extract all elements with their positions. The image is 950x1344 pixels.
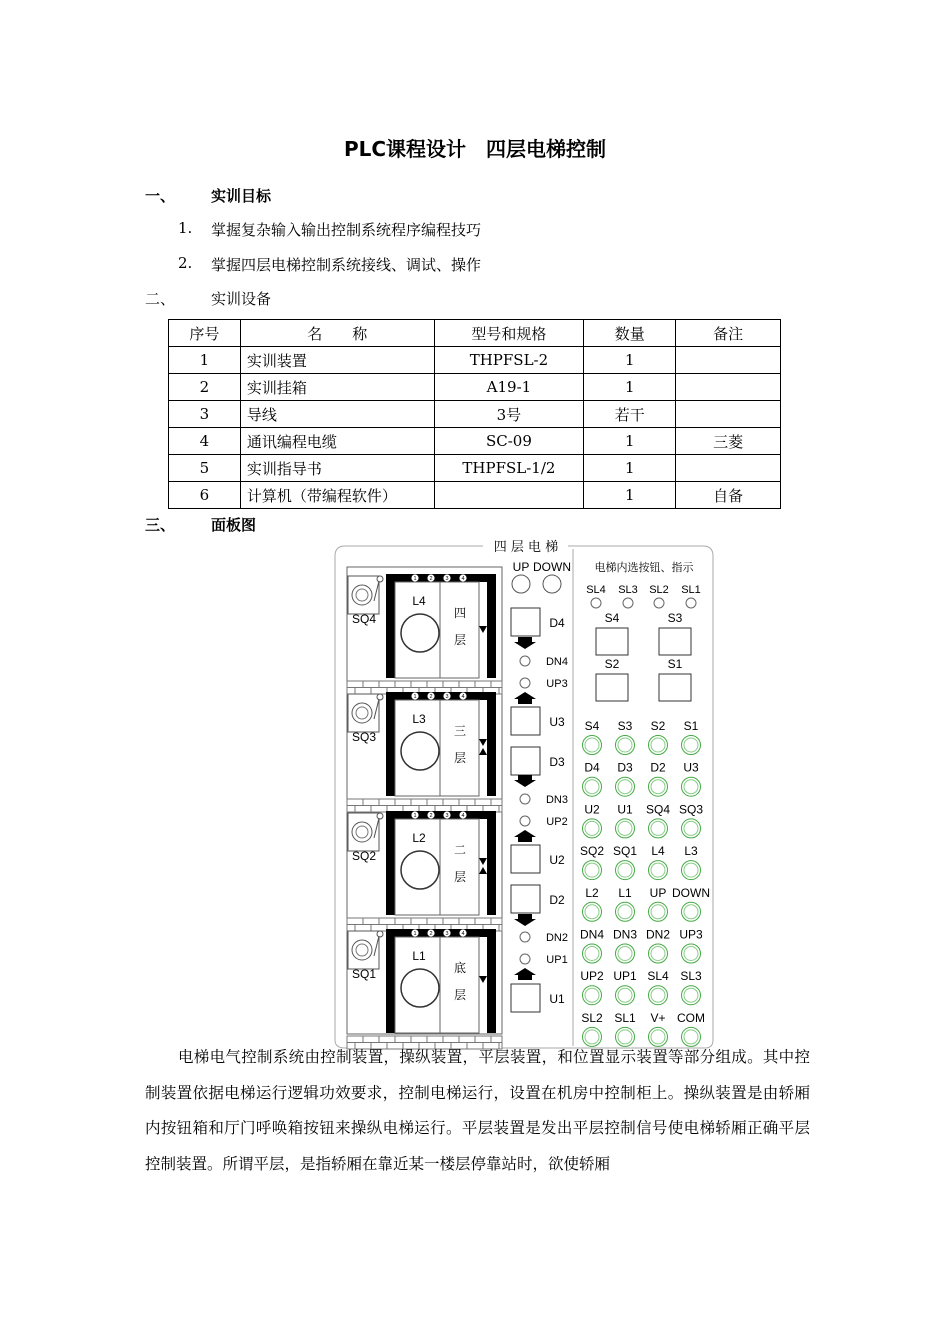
table-row xyxy=(169,428,781,455)
car-right-post xyxy=(487,574,496,678)
floor-indicator-number: 4 xyxy=(461,694,465,700)
equipment-table xyxy=(168,319,781,509)
table-header: 名 称 xyxy=(240,320,434,347)
inner-button-label: S1 xyxy=(667,657,683,671)
sl-led xyxy=(686,598,696,608)
up-label: UP xyxy=(512,560,530,574)
terminal-jack-inner xyxy=(618,780,632,794)
hall-call-label: U2 xyxy=(549,853,565,867)
floor-indicator-number: 1 xyxy=(413,694,417,700)
table-row xyxy=(169,455,781,482)
terminal-jack-inner xyxy=(585,863,599,877)
table-cell xyxy=(676,374,781,401)
inner-button-label: S2 xyxy=(604,657,620,671)
table-cell: 1 xyxy=(169,347,241,374)
car-lamp-icon xyxy=(401,851,439,889)
section-1-label: 实训目标 xyxy=(211,187,272,205)
terminal-label: L3 xyxy=(684,844,698,859)
sq-box xyxy=(348,694,379,732)
hall-led xyxy=(520,932,530,942)
sq-label: SQ1 xyxy=(351,967,377,981)
sq-pivot xyxy=(377,576,383,582)
hall-led-label: UP3 xyxy=(546,678,568,690)
car-lamp-icon xyxy=(401,732,439,770)
car-label: L3 xyxy=(412,712,426,726)
objective-2-number: 2. xyxy=(178,254,193,272)
table-cell: 1 xyxy=(584,428,676,455)
elevator-panel-diagram xyxy=(333,535,718,1050)
car-label: L4 xyxy=(412,594,426,608)
sl-led-label: SL2 xyxy=(649,584,669,596)
terminal-label: D4 xyxy=(584,760,600,775)
terminal-jack-inner xyxy=(585,947,599,961)
terminal-jack-inner xyxy=(618,738,632,752)
inner-call-button xyxy=(596,674,628,701)
table-cell: 实训装置 xyxy=(240,347,434,374)
floor-name-char: 二 xyxy=(453,843,467,857)
terminal-label: SL3 xyxy=(680,969,702,984)
hall-led xyxy=(520,678,530,688)
terminal-label: SQ2 xyxy=(579,844,605,859)
terminal-jack-inner xyxy=(684,863,698,877)
terminal-jack-inner xyxy=(651,905,665,919)
terminal-jack-inner xyxy=(684,821,698,835)
floor-indicator-number: 3 xyxy=(445,813,449,819)
floor-indicator-number: 2 xyxy=(429,694,433,700)
inner-button-label: S3 xyxy=(667,611,683,625)
up-arrow-icon xyxy=(514,692,536,704)
floor-indicator-number: 4 xyxy=(461,576,465,582)
terminal-label: L4 xyxy=(651,844,665,859)
floor-indicator-number: 3 xyxy=(445,694,449,700)
inner-call-button xyxy=(659,674,691,701)
page-title: PLC课程设计 四层电梯控制 xyxy=(343,137,607,161)
table-cell: 2 xyxy=(169,374,241,401)
car-top-bar xyxy=(386,811,496,819)
terminal-jack-inner xyxy=(684,738,698,752)
hall-led-label: DN4 xyxy=(545,656,569,668)
terminal-jack-inner xyxy=(684,988,698,1002)
terminal-jack-inner xyxy=(651,947,665,961)
table-cell xyxy=(434,482,584,509)
terminal-label: S1 xyxy=(683,719,699,733)
table-header: 备注 xyxy=(676,320,781,347)
hall-call-label: U3 xyxy=(549,715,565,729)
table-cell: THPFSL-1/2 xyxy=(434,455,584,482)
terminal-label: DN4 xyxy=(579,927,605,942)
terminal-jack-inner xyxy=(651,863,665,877)
sq-label: SQ2 xyxy=(351,849,377,863)
objective-2-text: 掌握四层电梯控制系统接线、调试、操作 xyxy=(211,256,482,274)
terminal-jack-inner xyxy=(585,988,599,1002)
table-row xyxy=(169,482,781,509)
floor-name-char: 层 xyxy=(453,751,467,765)
terminal-label: S4 xyxy=(584,719,600,733)
floor-indicator-number: 2 xyxy=(429,813,433,819)
terminal-label: SQ4 xyxy=(645,802,671,817)
table-cell xyxy=(676,455,781,482)
floor-indicator-number: 1 xyxy=(413,576,417,582)
car-door-right xyxy=(440,819,479,915)
sl-led-label: SL3 xyxy=(618,584,638,596)
inner-call-button xyxy=(596,628,628,655)
table-cell: A19-1 xyxy=(434,374,584,401)
table-cell: 自备 xyxy=(676,482,781,509)
car-lamp-icon xyxy=(401,614,439,652)
table-cell: 计算机（带编程软件） xyxy=(240,482,434,509)
objective-1-number: 1. xyxy=(178,219,193,237)
table-row xyxy=(169,347,781,374)
table-row xyxy=(169,401,781,428)
down-lamp-icon xyxy=(543,575,561,593)
car-left-post xyxy=(386,929,395,1033)
terminal-jack-inner xyxy=(585,738,599,752)
terminal-jack-inner xyxy=(684,780,698,794)
terminal-label: UP2 xyxy=(580,969,604,984)
table-cell: 若干 xyxy=(584,401,676,428)
floor-indicator-number: 1 xyxy=(413,931,417,937)
sl-led xyxy=(623,598,633,608)
hall-led-label: UP2 xyxy=(546,816,568,828)
terminal-jack-inner xyxy=(651,821,665,835)
sq-pivot xyxy=(377,694,383,700)
table-cell: 5 xyxy=(169,455,241,482)
terminal-label: SL2 xyxy=(581,1010,603,1025)
table-header-row xyxy=(169,320,781,347)
terminal-jack-inner xyxy=(651,738,665,752)
hall-call-label: U1 xyxy=(549,992,565,1006)
table-cell xyxy=(676,347,781,374)
terminal-jack-inner xyxy=(585,905,599,919)
inner-button-label: S4 xyxy=(604,611,620,625)
terminal-label: UP3 xyxy=(679,927,703,942)
floor-indicator-number: 4 xyxy=(461,931,465,937)
table-cell xyxy=(676,401,781,428)
sl-led xyxy=(591,598,601,608)
floor-name-char: 层 xyxy=(453,633,467,647)
sq-box xyxy=(348,576,379,614)
car-inner-title: 电梯内选按钮、指示 xyxy=(594,561,694,574)
hall-call-label: D3 xyxy=(549,755,565,769)
hall-led-label: UP1 xyxy=(546,954,568,966)
sq-pivot xyxy=(377,813,383,819)
floor-name-char: 底 xyxy=(453,961,467,975)
terminal-label: DOWN xyxy=(672,885,710,900)
car-right-post xyxy=(487,929,496,1033)
car-top-bar xyxy=(386,574,496,582)
table-cell: 4 xyxy=(169,428,241,455)
section-2-label: 实训设备 xyxy=(211,290,272,308)
terminal-jack-inner xyxy=(585,821,599,835)
terminal-label: U3 xyxy=(683,760,699,775)
sl-led-label: SL4 xyxy=(586,584,606,596)
terminal-label: U2 xyxy=(584,802,600,817)
car-label: L2 xyxy=(412,831,426,845)
car-top-bar xyxy=(386,692,496,700)
terminal-jack-inner xyxy=(651,988,665,1002)
car-door-right xyxy=(440,700,479,796)
terminal-label: D2 xyxy=(650,760,666,775)
terminal-label: SL4 xyxy=(647,969,669,984)
section-1-number: 一、 xyxy=(145,187,176,205)
terminal-label: U1 xyxy=(617,802,633,817)
hall-call-button xyxy=(511,885,540,913)
hall-led xyxy=(520,794,530,804)
sl-led-label: SL1 xyxy=(681,584,701,596)
table-cell: 三菱 xyxy=(676,428,781,455)
hall-call-label: D4 xyxy=(549,616,565,630)
hall-call-button xyxy=(511,608,540,636)
down-label: DOWN xyxy=(533,560,571,574)
section-2-number: 二、 xyxy=(145,290,176,308)
terminal-label: COM xyxy=(677,1010,705,1025)
hall-led xyxy=(520,656,530,666)
terminal-jack-inner xyxy=(684,947,698,961)
table-cell: SC-09 xyxy=(434,428,584,455)
terminal-jack-inner xyxy=(618,863,632,877)
hall-call-label: D2 xyxy=(549,893,565,907)
floor-name-char: 层 xyxy=(453,870,467,884)
car-lamp-icon xyxy=(401,969,439,1007)
sl-led xyxy=(654,598,664,608)
table-cell: 6 xyxy=(169,482,241,509)
table-cell: 实训指导书 xyxy=(240,455,434,482)
floor-indicator-number: 3 xyxy=(445,931,449,937)
terminal-label: L2 xyxy=(585,885,599,900)
terminal-label: DN3 xyxy=(612,927,638,942)
down-arrow-icon xyxy=(514,637,536,649)
sq-box xyxy=(348,813,379,851)
car-door-right xyxy=(440,582,479,678)
terminal-label: SQ3 xyxy=(678,802,704,817)
table-cell: 1 xyxy=(584,347,676,374)
table-cell: 1 xyxy=(584,455,676,482)
floor-indicator-number: 4 xyxy=(461,813,465,819)
terminal-label: SQ1 xyxy=(612,844,638,859)
table-header: 型号和规格 xyxy=(434,320,584,347)
table-cell: 3 xyxy=(169,401,241,428)
hall-call-button xyxy=(511,747,540,775)
body-paragraph: 电梯电气控制系统由控制装置，操纵装置，平层装置，和位置显示装置等部分组成。其中控制装置依据电梯运行逻辑功效要求，控制电梯运行，设置在机房中控制柜上。操纵装置是由轿厢内按钮箱和厅门呼唤箱按钮来操纵电梯运行。平层装置是发出平层控制信号使电梯轿厢正确平层控制装置。所谓平层，是指轿厢在靠近某一楼层停靠站时，欲使轿厢 xyxy=(145,1048,810,1173)
terminal-label: D3 xyxy=(617,760,633,775)
table-cell: 实训挂箱 xyxy=(240,374,434,401)
car-right-post xyxy=(487,811,496,915)
inner-call-button xyxy=(659,628,691,655)
terminal-label: S3 xyxy=(617,719,633,733)
sq-label: SQ4 xyxy=(351,612,377,626)
table-row xyxy=(169,374,781,401)
car-top-bar xyxy=(386,929,496,937)
table-header: 序号 xyxy=(169,320,241,347)
terminal-label: L1 xyxy=(618,885,632,900)
terminal-jack-inner xyxy=(618,988,632,1002)
sq-pivot xyxy=(377,931,383,937)
floor-name-char: 四 xyxy=(453,606,467,620)
terminal-jack-inner xyxy=(585,780,599,794)
terminal-label: SL1 xyxy=(614,1010,636,1025)
terminal-jack-inner xyxy=(618,947,632,961)
floor-indicator-number: 3 xyxy=(445,576,449,582)
up-lamp-icon xyxy=(512,575,530,593)
objective-1-text: 掌握复杂输入输出控制系统程序编程技巧 xyxy=(211,221,482,239)
terminal-label: V+ xyxy=(650,1010,666,1025)
panel-title: 四 层 电 梯 xyxy=(493,540,559,555)
floor-name-char: 三 xyxy=(453,724,467,738)
up-arrow-icon xyxy=(514,830,536,842)
table-header: 数量 xyxy=(584,320,676,347)
terminal-label: UP xyxy=(649,885,667,900)
sq-label: SQ3 xyxy=(351,730,377,744)
hall-led xyxy=(520,954,530,964)
table-cell: 1 xyxy=(584,374,676,401)
terminal-label: UP1 xyxy=(613,969,637,984)
hall-call-button xyxy=(511,984,540,1012)
car-right-post xyxy=(487,692,496,796)
table-cell: 通讯编程电缆 xyxy=(240,428,434,455)
hall-led-label: DN2 xyxy=(545,932,569,944)
terminal-jack-inner xyxy=(618,821,632,835)
floor-indicator-number: 2 xyxy=(429,931,433,937)
floor-indicator-number: 2 xyxy=(429,576,433,582)
sq-box xyxy=(348,931,379,969)
down-arrow-icon xyxy=(514,914,536,926)
section-3-number: 三、 xyxy=(145,516,176,534)
car-left-post xyxy=(386,811,395,915)
hall-led xyxy=(520,816,530,826)
terminal-jack-inner xyxy=(651,780,665,794)
terminal-jack-inner xyxy=(684,905,698,919)
car-label: L1 xyxy=(412,949,426,963)
car-door-right xyxy=(440,937,479,1033)
hall-call-button xyxy=(511,845,540,873)
table-cell: 导线 xyxy=(240,401,434,428)
car-left-post xyxy=(386,574,395,678)
floor-name-char: 层 xyxy=(453,988,467,1002)
car-left-post xyxy=(386,692,395,796)
table-cell: THPFSL-2 xyxy=(434,347,584,374)
table-cell: 1 xyxy=(584,482,676,509)
terminal-label: S2 xyxy=(650,719,666,733)
up-arrow-icon xyxy=(514,968,536,980)
hall-call-button xyxy=(511,707,540,735)
floor-indicator-number: 1 xyxy=(413,813,417,819)
table-cell: 3号 xyxy=(434,401,584,428)
terminal-label: DN2 xyxy=(645,927,671,942)
section-3-label: 面板图 xyxy=(211,516,257,534)
hall-led-label: DN3 xyxy=(545,794,569,806)
terminal-jack-inner xyxy=(618,905,632,919)
down-arrow-icon xyxy=(514,775,536,787)
